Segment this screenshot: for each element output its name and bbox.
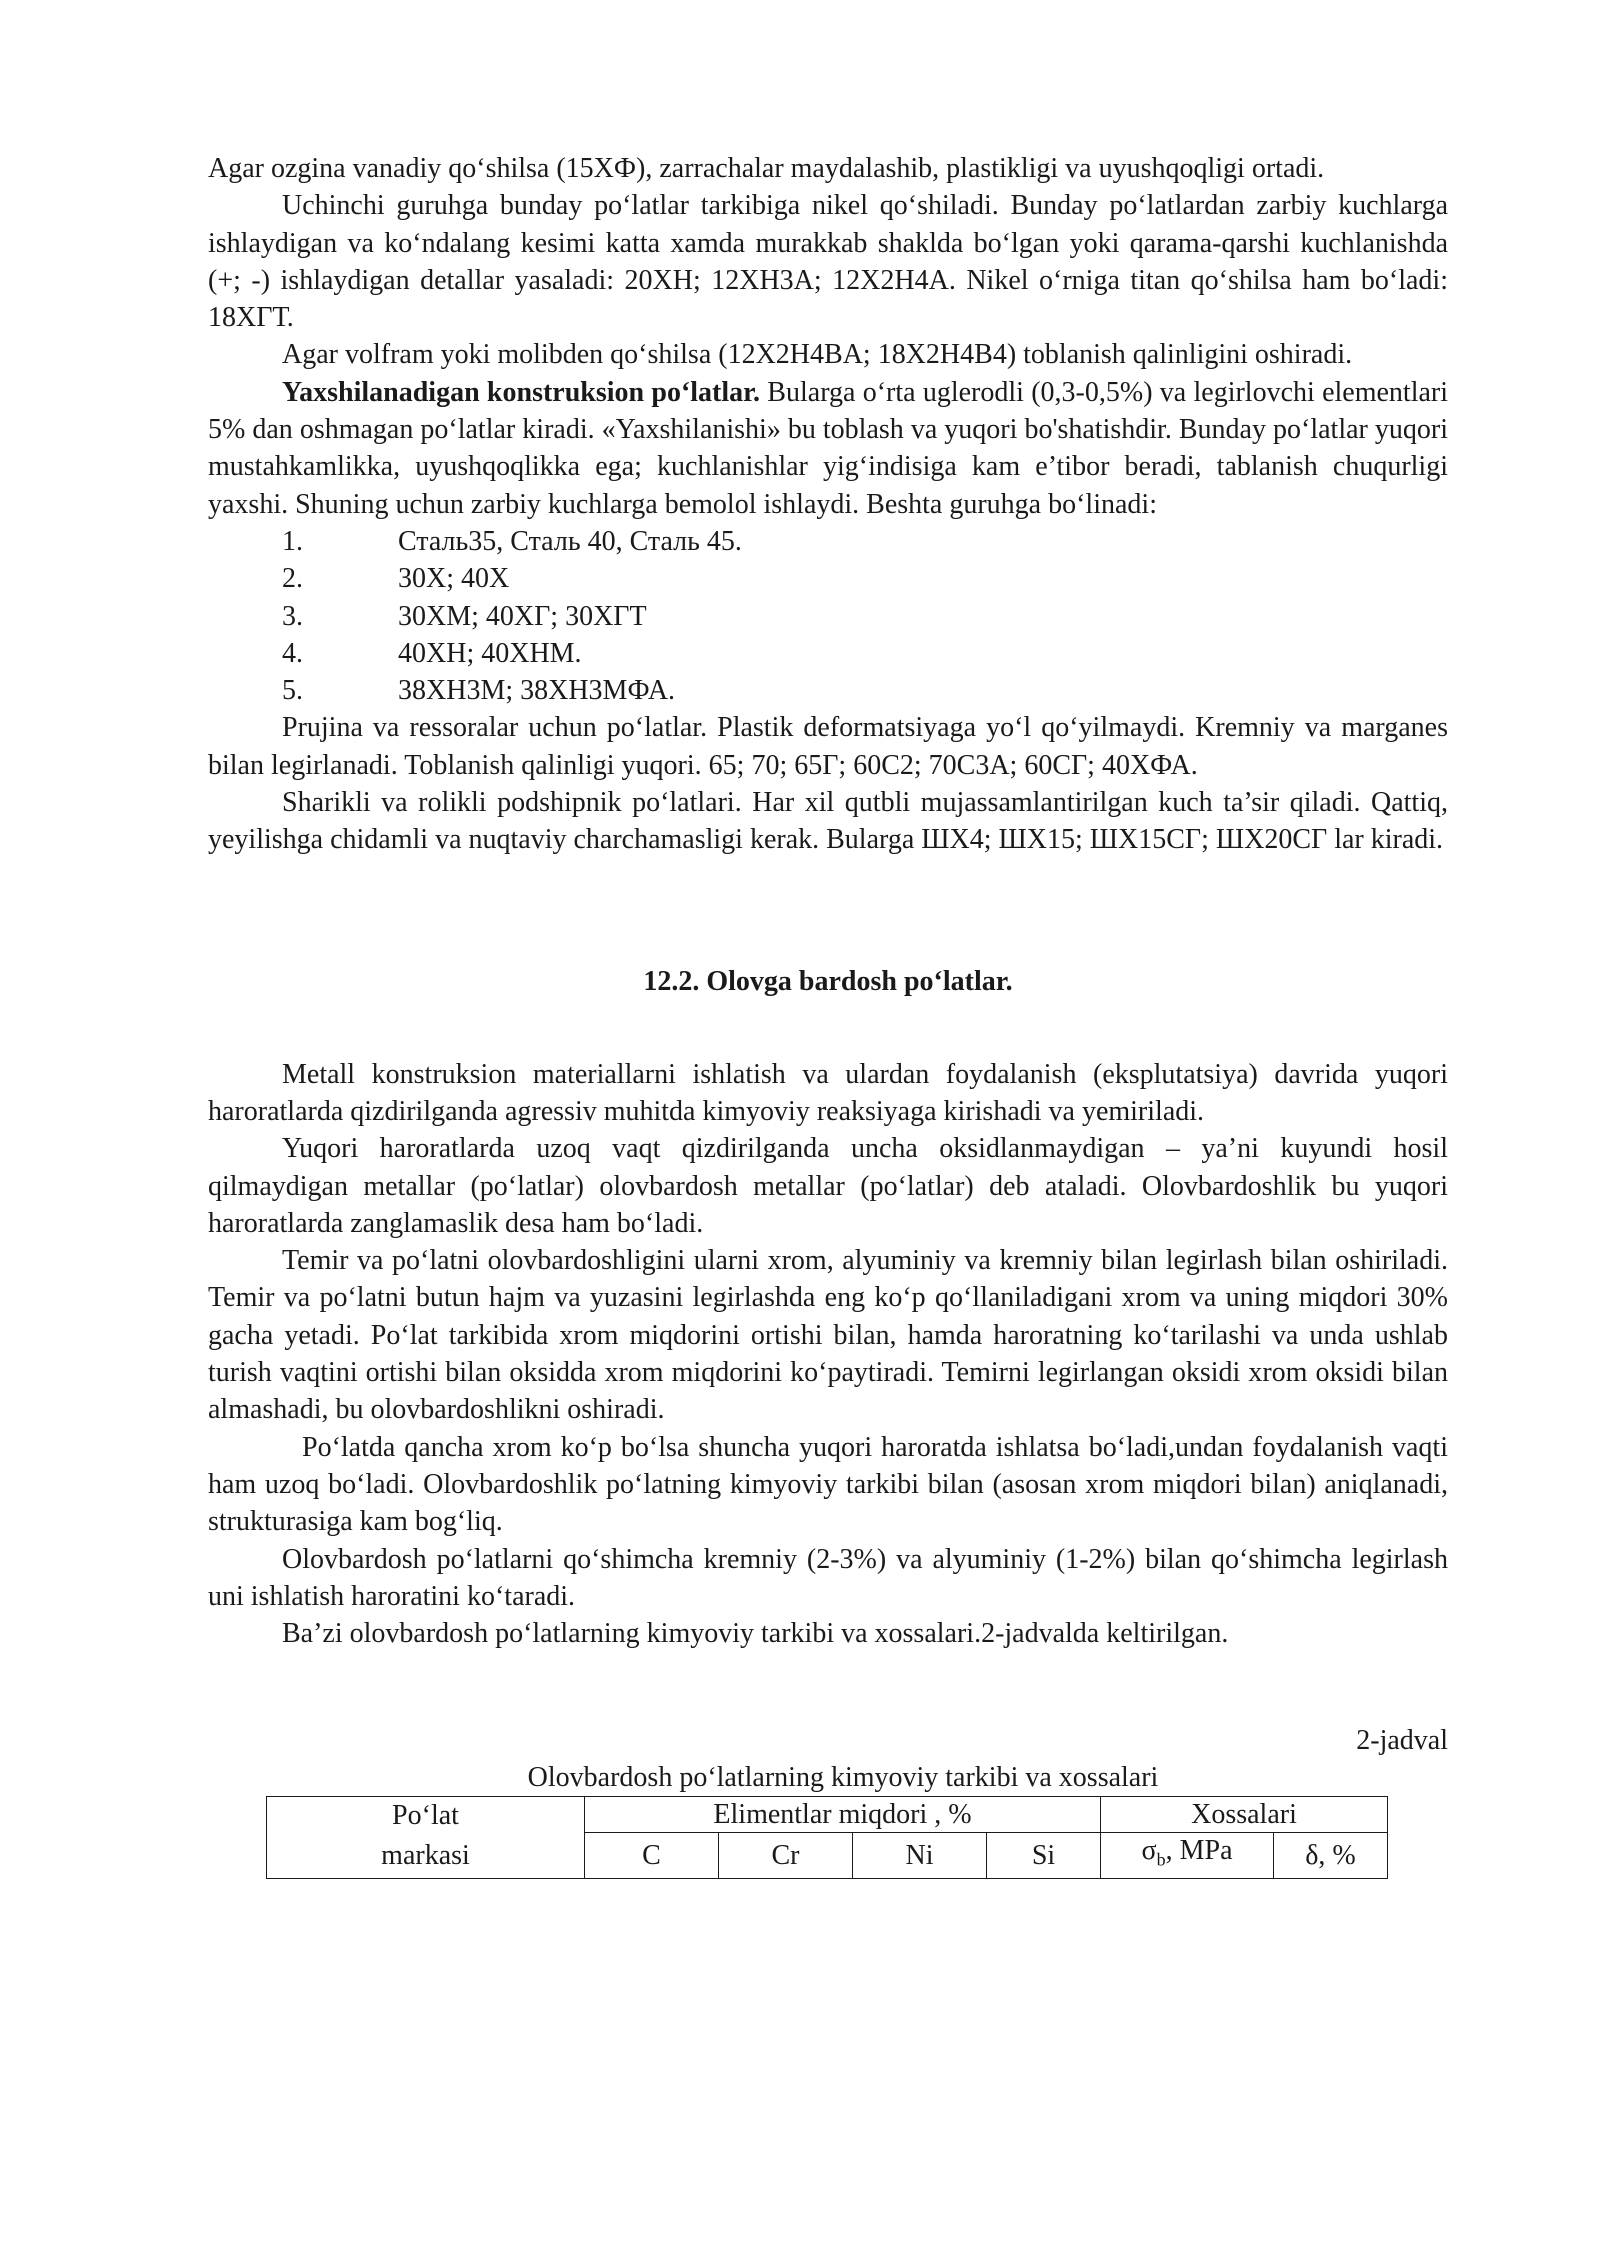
grade-header: Po‘lat [267,1797,585,1833]
grade-header-second-line: markasi [267,1833,585,1879]
paragraph: Olovbardosh po‘latlarni qo‘shimcha kremniy (2-3%) va alyuminiy (1-2%) bilan qo‘shimcha legirlash uni ishlatish haroratini ko‘taradi. [208,1543,1448,1612]
properties-header: Xossalari [1101,1797,1388,1833]
list-item [208,598,1448,635]
list-number: 3. [282,600,303,632]
elements-header: Elimentlar miqdori , % [585,1797,1101,1833]
list-item [208,635,1448,672]
paragraph: Agar ozgina vanadiy qo‘shilsa (15XФ), zarrachalar maydalashib, plastikligi va uyushqoqligi ortadi. [208,153,1325,184]
column-header-tensile-strength [1101,1833,1274,1879]
paragraph: Temir va po‘latni olovbardoshligini ularni xrom, alyuminiy va kremniy bilan legirlash bilan oshiriladi. Temir va po‘latni butun hajm va yuzasini legirlashda eng ko‘p qo‘llaniladigani xrom va uning miqdori 30% gacha yetadi. Po‘lat tarkibida xrom miqdorini ortishi bilan, hamda haroratning ko‘tarilashi va unda ushlab turish vaqtini ortishi bilan oksidda xrom miqdorini ko‘paytiradi. Temirni legirlangan oksidi xrom oksidi bilan almashadi, bu olovbardoshlikni oshiradi. [208,1245,1448,1426]
list-text: 30XM; 40XГ; 30XГТ [398,600,647,632]
paragraph: Ba’zi olovbardosh po‘latlarning kimyoviy tarkibi va xossalari.2-jadvalda keltirilgan. [282,1618,1229,1650]
list-text: 40XH; 40XHM. [398,637,582,669]
steel-group-list [208,523,1448,709]
list-item [208,560,1448,597]
paragraph: Po‘latda qancha xrom ko‘p bo‘lsa shuncha yuqori haroratda ishlatsa bo‘ladi,undan foydalanish vaqti ham uzoq bo‘ladi. Olovbardoshlik po‘latning kimyoviy tarkibi bilan (asosan xrom miqdori bilan) aniqlanadi, strukturasiga kam bog‘liq. [208,1431,1448,1538]
list-text: Сталь35, Сталь 40, Сталь 45. [398,525,742,557]
table-title: Olovbardosh po‘latlarning kimyoviy tarkibi va xossalari [527,1762,1159,1794]
section-heading: 12.2. Olovga bardosh po‘latlar. [643,965,1013,997]
paragraph: Sharikli va rolikli podshipnik po‘latlari. Har xil qutbli mujassamlantirilgan kuch ta’sir qiladi. Qattiq, yeyilishga chidamli va nuqtaviy charchamasligi kerak. Bularga ШX4; ШX15; ШX15СГ; ШX20СГ lar kiradi. [208,787,1448,856]
list-number: 1. [282,525,303,557]
list-item [208,523,1448,560]
table-label: 2-jadval [1356,1725,1448,1757]
document-page [208,150,1448,1879]
column-header-ni: Ni [853,1833,987,1879]
list-item [208,672,1448,709]
paragraph: Metall konstruksion materiallarni ishlatish va ulardan foydalanish (eksplutatsiya) davrida yuqori haroratlarda qizdirilganda agressiv muhitda kimyoviy reaksiyaga kirishadi va yemiriladi. [208,1058,1448,1127]
paragraph-text: Bularga o‘rta uglerodli (0,3-0,5%) va legirlovchi elementlari 5% dan oshmagan po‘latlar kiradi. «Yaxshilanishi» bu toblash va yuqori bo'shatishdir. Bunday po‘latlar yuqori mustahkamlikka, uyushqoqlikka ega; kuchlanishlar yig‘indisiga kam e’tibor beradi, tablanish chuqurligi yaxshi. Shuning uchun zarbiy kuchlarga bemolol ishlaydi. Beshta guruhga bo‘linadi: [208,376,1449,520]
sigma-subscript: b [1156,1849,1166,1870]
column-header-si: Si [987,1833,1101,1879]
table-subheader-row [267,1833,1388,1879]
paragraph: Agar volfram yoki molibden qo‘shilsa (12X2H4BA; 18X2H4B4) toblanish qalinligini oshiradi. [282,339,1353,371]
sigma-symbol: σ [1141,1835,1157,1867]
column-header-cr: Cr [719,1833,853,1879]
list-number: 2. [282,563,303,595]
list-number: 5. [282,675,303,707]
list-text: 38XH3M; 38XH3MФА. [398,675,676,707]
paragraph: Uchinchi guruhga bunday po‘latlar tarkibiga nikel qo‘shiladi. Bunday po‘latlardan zarbiy kuchlarga ishlaydigan va ko‘ndalang kesimi katta xamda murakkab shaklda bo‘lgan yoki qarama-qarshi kuchlanishda (+; -) ishlaydigan detallar yasaladi: 20XH; 12XH3A; 12X2H4A. Nikel o‘rniga titan qo‘shilsa ham bo‘ladi: 18XГТ. [208,190,1448,334]
column-header-c: C [585,1833,719,1879]
sigma-unit: , MPa [1165,1835,1233,1867]
table-header-row [267,1797,1388,1833]
paragraph [208,374,1448,523]
column-header-elongation: δ, % [1274,1833,1388,1879]
list-text: 30X; 40X [398,563,510,595]
paragraph: Prujina va ressoralar uchun po‘latlar. Plastik deformatsiyaga yo‘l qo‘yilmaydi. Kremniy va marganes bilan legirlanadi. Toblanish qalinligi yuqori. 65; 70; 65Г; 60С2; 70С3А; 60СГ; 40XФА. [208,712,1448,781]
steel-properties-table [266,1796,1388,1879]
list-number: 4. [282,637,303,669]
paragraph: Yuqori haroratlarda uzoq vaqt qizdirilganda uncha oksidlanmaydigan – ya’ni kuyundi hosil qilmaydigan metallar (po‘latlar) olovbardosh metallar (po‘latlar) deb ataladi. Olovbardoshlik bu yuqori haroratlarda zanglamaslik desa ham bo‘ladi. [208,1133,1448,1239]
bold-lead: Yaxshilanadigan konstruksion po‘latlar. [282,376,761,408]
